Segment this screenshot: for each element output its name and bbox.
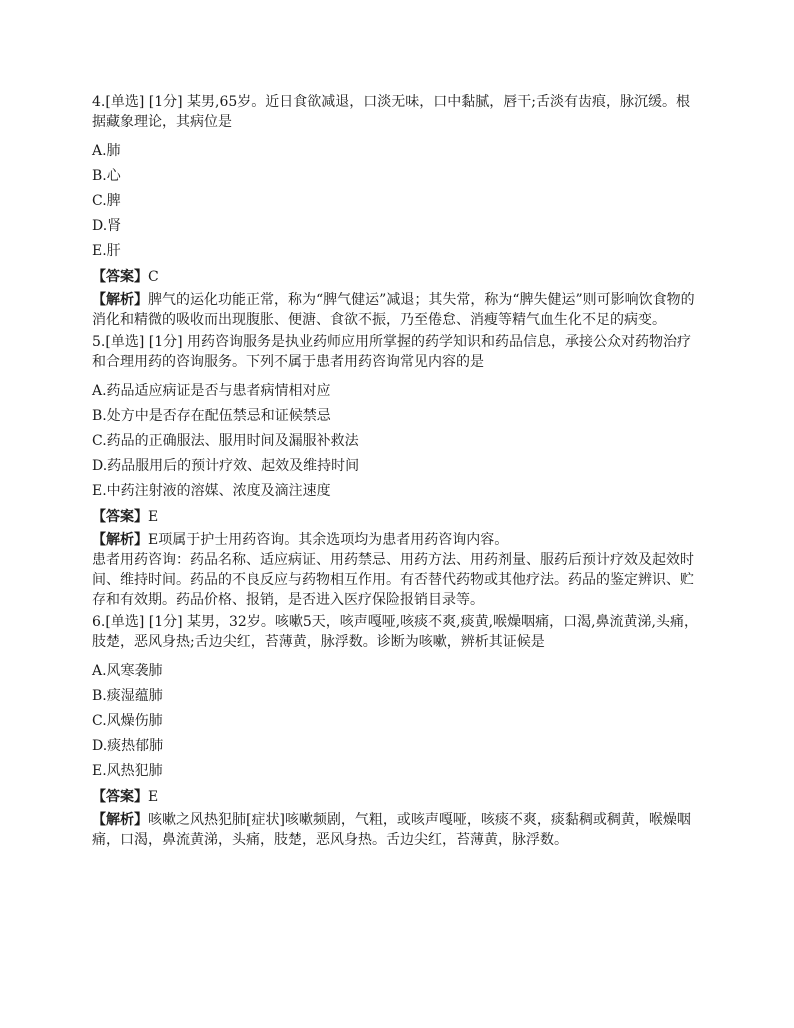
option-e: E.风热犯肺 — [92, 763, 163, 779]
question-stem: 4.[单选] [1分] 某男,65岁。近日食欲减退，口淡无味，口中黏腻，唇干;舌淡有齿痕，脉沉缓。根据藏象理论，其病位是 — [92, 94, 690, 130]
answer-value: E — [148, 789, 159, 805]
option-a: A.风寒袭肺 — [92, 663, 163, 679]
answer-line — [92, 784, 702, 810]
option-b: B.痰湿蕴肺 — [92, 688, 163, 704]
analysis-label: 【解析】 — [92, 812, 148, 828]
analysis-text: 咳嗽之风热犯肺[症状]咳嗽频剧，气粗，或咳声嘎哑，咳痰不爽，痰黏稠或稠黄，喉燥咽痛，口渴，鼻流黄涕，头痛，肢楚，恶风身热。舌边尖红，苔薄黄，脉浮数。 — [92, 812, 691, 848]
option-a: A.药品适应病证是否与患者病情相对应 — [92, 383, 331, 399]
answer-label: 【答案】 — [92, 509, 148, 525]
option-c: C.脾 — [92, 193, 121, 209]
option-d: D.肾 — [92, 218, 122, 234]
analysis-extra: 患者用药咨询：药品名称、适应病证、用药禁忌、用药方法、用药剂量、服药后预计疗效及起效时间、维持时间。药品的不良反应与药物相互作用。有否替代药物或其他疗法。药品的鉴定辨识、贮存和有效期。药品价格、报销，是否进入医疗保险报销目录等。 — [92, 552, 694, 608]
question-stem: 6.[单选] [1分] 某男，32岁。咳嗽5天，咳声嘎哑,咳痰不爽,痰黄,喉燥咽痛，口渴,鼻流黄涕,头痛，肢楚，恶风身热;舌边尖红，苔薄黄，脉浮数。诊断为咳嗽，辨析其证候是 — [92, 614, 698, 650]
option-d: D.药品服用后的预计疗效、起效及维持时间 — [92, 458, 360, 474]
option-e: E.肝 — [92, 243, 121, 259]
question-stem: 5.[单选] [1分] 用药咨询服务是执业药师应用所掌握的药学知识和药品信息，承接公众对药物治疗和合理用药的咨询服务。下列不属于患者用药咨询常见内容的是 — [92, 334, 692, 370]
answer-line — [92, 504, 702, 530]
question-4 — [92, 92, 702, 330]
option-d: D.痰热郁肺 — [92, 738, 164, 754]
answer-value: C — [148, 269, 159, 285]
question-6 — [92, 612, 702, 850]
question-5 — [92, 332, 702, 610]
analysis-label: 【解析】 — [92, 532, 148, 548]
option-e: E.中药注射液的溶媒、浓度及滴注速度 — [92, 483, 331, 499]
analysis-line — [92, 290, 702, 330]
answer-label: 【答案】 — [92, 789, 148, 805]
option-c: C.药品的正确服法、服用时间及漏服补救法 — [92, 433, 359, 449]
option-c: C.风燥伤肺 — [92, 713, 163, 729]
analysis-text: E项属于护士用药咨询。其余选项均为患者用药咨询内容。 — [148, 532, 509, 548]
answer-line — [92, 264, 702, 290]
option-b: B.处方中是否存在配伍禁忌和证候禁忌 — [92, 408, 331, 424]
analysis-text: 脾气的运化功能正常，称为“脾气健运”减退；其失常，称为“脾失健运”则可影响饮食物的消化和精微的吸收而出现腹胀、便溏、食欲不振，乃至倦怠、消瘦等精气血生化不足的病变。 — [92, 292, 695, 328]
option-a: A.肺 — [92, 143, 121, 159]
analysis-label: 【解析】 — [92, 292, 148, 308]
answer-value: E — [148, 509, 159, 525]
analysis-line — [92, 810, 702, 850]
analysis-line — [92, 530, 702, 550]
answer-label: 【答案】 — [92, 269, 148, 285]
option-b: B.心 — [92, 168, 121, 184]
question-list — [92, 92, 702, 850]
